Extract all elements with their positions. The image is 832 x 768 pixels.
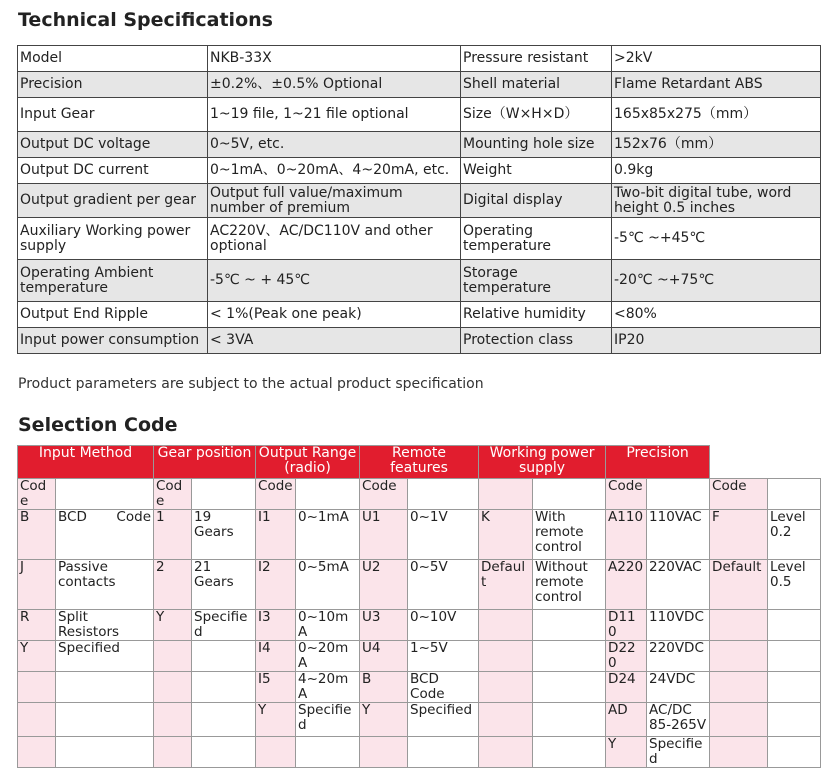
selection-desc <box>56 737 154 768</box>
selection-desc: 4~20mA <box>296 672 360 703</box>
selection-code-title: Selection Code <box>18 414 178 436</box>
selection-desc: Level 0.2 <box>768 510 821 560</box>
spec-label: Operating Ambient temperature <box>18 260 208 302</box>
selection-code: Code <box>710 479 768 510</box>
selection-code <box>18 672 56 703</box>
selection-desc: 19 Gears <box>192 510 256 560</box>
selection-code <box>360 737 408 768</box>
selection-desc <box>296 479 360 510</box>
selection-code <box>154 703 192 737</box>
spec-value: <80% <box>612 302 821 328</box>
spec-label: Output DC current <box>18 158 208 184</box>
spec-value: -5℃ ~+45℃ <box>612 218 821 260</box>
selection-code <box>154 641 192 672</box>
spec-row <box>18 328 821 354</box>
spec-value: NKB-33X <box>208 46 461 72</box>
selection-header: Remote features <box>360 446 479 479</box>
selection-code: Y <box>256 703 296 737</box>
selection-code <box>479 641 533 672</box>
spec-label: Mounting hole size <box>461 132 612 158</box>
selection-code: R <box>18 610 56 641</box>
selection-desc: 0~5mA <box>296 560 360 610</box>
spec-value: 0.9kg <box>612 158 821 184</box>
selection-code: D110 <box>606 610 647 641</box>
spec-label: Storage temperature <box>461 260 612 302</box>
selection-desc: 0~20mA <box>296 641 360 672</box>
selection-desc <box>192 703 256 737</box>
selection-code: F <box>710 510 768 560</box>
selection-desc: AC/DC 85-265V <box>647 703 710 737</box>
spec-value: AC220V、AC/DC110V and other optional <box>208 218 461 260</box>
spec-value: Two-bit digital tube, word height 0.5 inches <box>612 184 821 218</box>
selection-code: U2 <box>360 560 408 610</box>
selection-code: Code <box>360 479 408 510</box>
selection-header: Precision <box>606 446 710 479</box>
selection-desc <box>296 737 360 768</box>
selection-code: B <box>18 510 56 560</box>
spec-value: < 1%(Peak one peak) <box>208 302 461 328</box>
selection-desc <box>533 737 606 768</box>
selection-row <box>18 610 821 641</box>
selection-desc: 220VAC <box>647 560 710 610</box>
selection-code: Code <box>18 479 56 510</box>
selection-desc <box>768 641 821 672</box>
selection-desc <box>533 672 606 703</box>
spec-value: IP20 <box>612 328 821 354</box>
spec-row <box>18 132 821 158</box>
spec-label: Pressure resistant <box>461 46 612 72</box>
selection-code <box>256 737 296 768</box>
selection-row <box>18 672 821 703</box>
selection-code: J <box>18 560 56 610</box>
spec-value: 0~5V, etc. <box>208 132 461 158</box>
spec-label: Size（W×H×D） <box>461 98 612 132</box>
spec-value: 0~1mA、0~20mA、4~20mA, etc. <box>208 158 461 184</box>
selection-desc: Specified <box>296 703 360 737</box>
selection-desc: 1~5V <box>408 641 479 672</box>
selection-desc: 21 Gears <box>192 560 256 610</box>
spec-row <box>18 98 821 132</box>
selection-desc <box>647 479 710 510</box>
selection-desc: 0~10V <box>408 610 479 641</box>
selection-desc: Specified <box>192 610 256 641</box>
selection-code <box>710 737 768 768</box>
selection-desc <box>192 672 256 703</box>
spec-value: >2kV <box>612 46 821 72</box>
spec-value: 1~19 file, 1~21 file optional <box>208 98 461 132</box>
spec-value: < 3VA <box>208 328 461 354</box>
selection-code <box>479 672 533 703</box>
selection-code <box>710 610 768 641</box>
selection-code: Default <box>479 560 533 610</box>
selection-desc: Split Resistors <box>56 610 154 641</box>
selection-desc: Without remote control <box>533 560 606 610</box>
selection-code <box>710 703 768 737</box>
spec-label: Operating temperature <box>461 218 612 260</box>
spec-row <box>18 302 821 328</box>
selection-code <box>18 703 56 737</box>
selection-code: I4 <box>256 641 296 672</box>
selection-row <box>18 510 821 560</box>
spec-row <box>18 218 821 260</box>
selection-desc: 0~5V <box>408 560 479 610</box>
selection-desc <box>192 641 256 672</box>
selection-desc <box>768 610 821 641</box>
selection-desc: 110VAC <box>647 510 710 560</box>
selection-code: Code <box>154 479 192 510</box>
selection-desc <box>533 641 606 672</box>
spec-value: 152x76（mm） <box>612 132 821 158</box>
selection-code: U1 <box>360 510 408 560</box>
selection-code: Code <box>256 479 296 510</box>
selection-code: Y <box>606 737 647 768</box>
selection-desc: Specified <box>647 737 710 768</box>
spec-label: Model <box>18 46 208 72</box>
selection-desc <box>768 737 821 768</box>
spec-value: Output full value/maximum number of premium <box>208 184 461 218</box>
selection-row <box>18 560 821 610</box>
selection-code: 1 <box>154 510 192 560</box>
selection-code <box>710 641 768 672</box>
selection-desc <box>56 479 154 510</box>
spec-value: ±0.2%、±0.5% Optional <box>208 72 461 98</box>
selection-code: A220 <box>606 560 647 610</box>
selection-desc: BCD Code <box>56 510 154 560</box>
selection-desc: With remote control <box>533 510 606 560</box>
selection-code <box>479 703 533 737</box>
technical-specifications-title: Technical Specifications <box>18 9 273 31</box>
selection-code: Y <box>18 641 56 672</box>
spec-row <box>18 260 821 302</box>
selection-desc: 110VDC <box>647 610 710 641</box>
selection-desc <box>56 703 154 737</box>
selection-code <box>154 737 192 768</box>
selection-code <box>154 672 192 703</box>
selection-desc <box>192 479 256 510</box>
selection-code: D24 <box>606 672 647 703</box>
selection-code: I5 <box>256 672 296 703</box>
spec-label: Input power consumption <box>18 328 208 354</box>
selection-desc <box>768 479 821 510</box>
selection-desc <box>533 610 606 641</box>
selection-code <box>479 479 533 510</box>
selection-desc: 0~10mA <box>296 610 360 641</box>
selection-desc <box>533 703 606 737</box>
selection-desc: Specified <box>408 703 479 737</box>
spec-label: Precision <box>18 72 208 98</box>
spec-label: Output End Ripple <box>18 302 208 328</box>
spec-row <box>18 158 821 184</box>
spec-label: Shell material <box>461 72 612 98</box>
selection-desc <box>192 737 256 768</box>
selection-desc <box>56 672 154 703</box>
selection-header: Input Method <box>18 446 154 479</box>
selection-desc: 0~1mA <box>296 510 360 560</box>
selection-code <box>479 737 533 768</box>
spec-row <box>18 184 821 218</box>
selection-desc: Passive contacts <box>56 560 154 610</box>
spec-label: Relative humidity <box>461 302 612 328</box>
selection-code: Y <box>360 703 408 737</box>
selection-code: U4 <box>360 641 408 672</box>
selection-desc <box>408 737 479 768</box>
selection-desc: 24VDC <box>647 672 710 703</box>
selection-code: B <box>360 672 408 703</box>
selection-row <box>18 703 821 737</box>
selection-desc: Level 0.5 <box>768 560 821 610</box>
selection-desc <box>768 672 821 703</box>
spec-value: Flame Retardant ABS <box>612 72 821 98</box>
spec-label: Digital display <box>461 184 612 218</box>
spec-row <box>18 46 821 72</box>
selection-header: Working power supply <box>479 446 606 479</box>
selection-desc: BCD Code <box>408 672 479 703</box>
spec-label: Weight <box>461 158 612 184</box>
spec-value: 165x85x275（mm） <box>612 98 821 132</box>
selection-desc <box>408 479 479 510</box>
selection-desc: 220VDC <box>647 641 710 672</box>
selection-code: Default <box>710 560 768 610</box>
selection-code <box>710 672 768 703</box>
spec-row <box>18 72 821 98</box>
spec-table <box>17 45 821 354</box>
selection-table <box>17 445 821 768</box>
spec-label: Output gradient per gear <box>18 184 208 218</box>
selection-code: I1 <box>256 510 296 560</box>
selection-desc <box>533 479 606 510</box>
selection-code <box>18 737 56 768</box>
selection-header: Gear position <box>154 446 256 479</box>
selection-code: U3 <box>360 610 408 641</box>
selection-code: 2 <box>154 560 192 610</box>
selection-code: Code <box>606 479 647 510</box>
selection-header: Output Range (radio) <box>256 446 360 479</box>
selection-code: AD <box>606 703 647 737</box>
spec-value: -5℃ ~ + 45℃ <box>208 260 461 302</box>
selection-desc: Specified <box>56 641 154 672</box>
spec-label: Protection class <box>461 328 612 354</box>
selection-code: K <box>479 510 533 560</box>
spec-value: -20℃ ~+75℃ <box>612 260 821 302</box>
selection-code: D220 <box>606 641 647 672</box>
selection-desc <box>768 703 821 737</box>
selection-row <box>18 737 821 768</box>
selection-row <box>18 641 821 672</box>
selection-code: I3 <box>256 610 296 641</box>
selection-code: I2 <box>256 560 296 610</box>
selection-code <box>479 610 533 641</box>
spec-label: Auxiliary Working power supply <box>18 218 208 260</box>
spec-label: Output DC voltage <box>18 132 208 158</box>
selection-code: Y <box>154 610 192 641</box>
selection-code: A110 <box>606 510 647 560</box>
selection-desc: 0~1V <box>408 510 479 560</box>
spec-label: Input Gear <box>18 98 208 132</box>
selection-row <box>18 479 821 510</box>
spec-note: Product parameters are subject to the actual product specification <box>18 376 484 392</box>
